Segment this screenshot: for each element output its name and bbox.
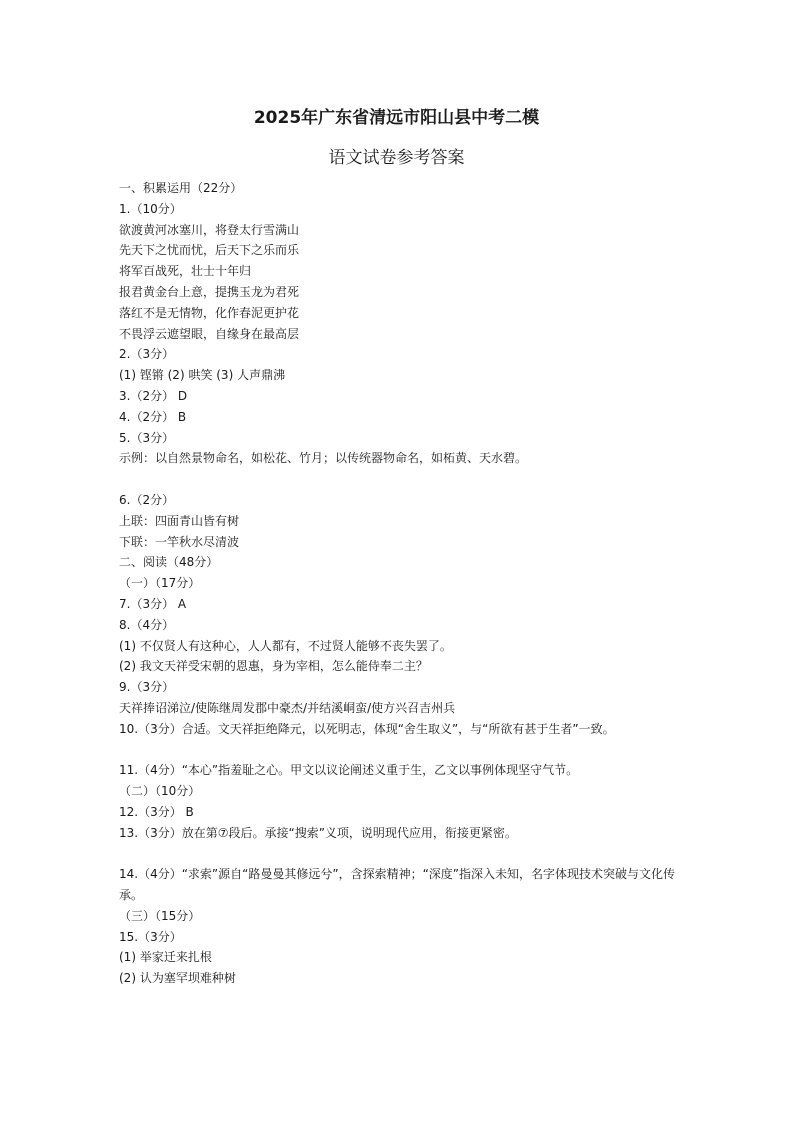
answer-body	[119, 178, 689, 989]
question-heading: 15.（3分）	[119, 929, 182, 944]
answer-line: 13.（3分）放在第⑦段后。承接“搜索”义项，说明现代应用，衔接更紧密。	[119, 825, 517, 840]
subsection-heading: （一）（17分）	[119, 576, 201, 591]
subsection-heading: （二）（10分）	[119, 784, 201, 799]
question-heading: 2.（3分）	[119, 347, 175, 362]
answer-line: 上联：四面青山皆有树	[119, 513, 240, 528]
blank-line	[119, 469, 689, 490]
answer-line: 14.（4分）“求索”源自“路曼曼其修远兮”，含探索精神；“深度”指深入未知，名字体现技术突破与文化传承。	[119, 867, 676, 903]
answer-line: 天祥捧诏涕泣/使陈继周发郡中豪杰/并结溪峒蛮/使方兴召吉州兵	[119, 700, 456, 715]
document-subtitle: 语文试卷参考答案	[328, 148, 465, 168]
answer-line: 11.（4分）“本心”指羞耻之心。甲文以议论阐述义重于生，乙文以事例体现坚守气节。	[119, 763, 579, 778]
answer-line: (1) 不仅贤人有这种心，人人都有，不过贤人能够不丧失罢了。	[119, 638, 452, 653]
blank-line	[119, 844, 689, 865]
answer-line: 不畏浮云遮望眼，自缘身在最高层	[119, 326, 300, 341]
answer-line: 欲渡黄河冰塞川，将登太行雪满山	[119, 222, 300, 237]
section-heading: 一、积累运用（22分）	[119, 181, 243, 195]
question-heading: 6.（2分）	[119, 492, 175, 507]
document-title: 2025年广东省清远市阳山县中考二模	[253, 108, 540, 128]
blank-line	[119, 740, 689, 761]
question-heading: 7.（3分） A	[119, 596, 187, 611]
answer-line: (2) 认为塞罕坝难种树	[119, 971, 236, 986]
answer-line: (1) 举家迁来扎根	[119, 950, 212, 965]
question-heading: 8.（4分）	[119, 617, 175, 632]
subsection-heading: （三）（15分）	[119, 908, 201, 923]
question-heading: 5.（3分）	[119, 430, 175, 445]
question-heading: 3.（2分） D	[119, 388, 188, 403]
answer-line: 将军百战死，壮士十年归	[119, 264, 252, 279]
answer-line: 报君黄金台上意，提携玉龙为君死	[119, 284, 300, 299]
question-heading: 1.（10分）	[119, 201, 182, 216]
question-heading: 9.（3分）	[119, 680, 175, 695]
answer-line: (1) 铿锵 (2) 哄笑 (3) 人声鼎沸	[119, 368, 286, 383]
answer-line: 下联：一竿秋水尽清波	[119, 534, 240, 549]
question-heading: 12.（3分） B	[119, 804, 194, 819]
answer-line: 10.（3分）合适。文天祥拒绝降元，以死明志，体现“舍生取义”，与“所欲有甚于生者”一致。	[119, 721, 615, 736]
answer-line: 示例：以自然景物命名，如松花、竹月；以传统器物命名，如柘黄、天水碧。	[119, 451, 528, 466]
answer-line: 先天下之忧而忧，后天下之乐而乐	[119, 243, 300, 258]
answer-line: (2) 我文天祥受宋朝的恩惠，身为宰相，怎么能侍奉二主？	[119, 659, 428, 674]
section-heading: 二、阅读（48分）	[119, 555, 219, 570]
question-heading: 4.（2分） B	[119, 409, 187, 424]
answer-line: 落红不是无情物，化作春泥更护花	[119, 305, 300, 320]
